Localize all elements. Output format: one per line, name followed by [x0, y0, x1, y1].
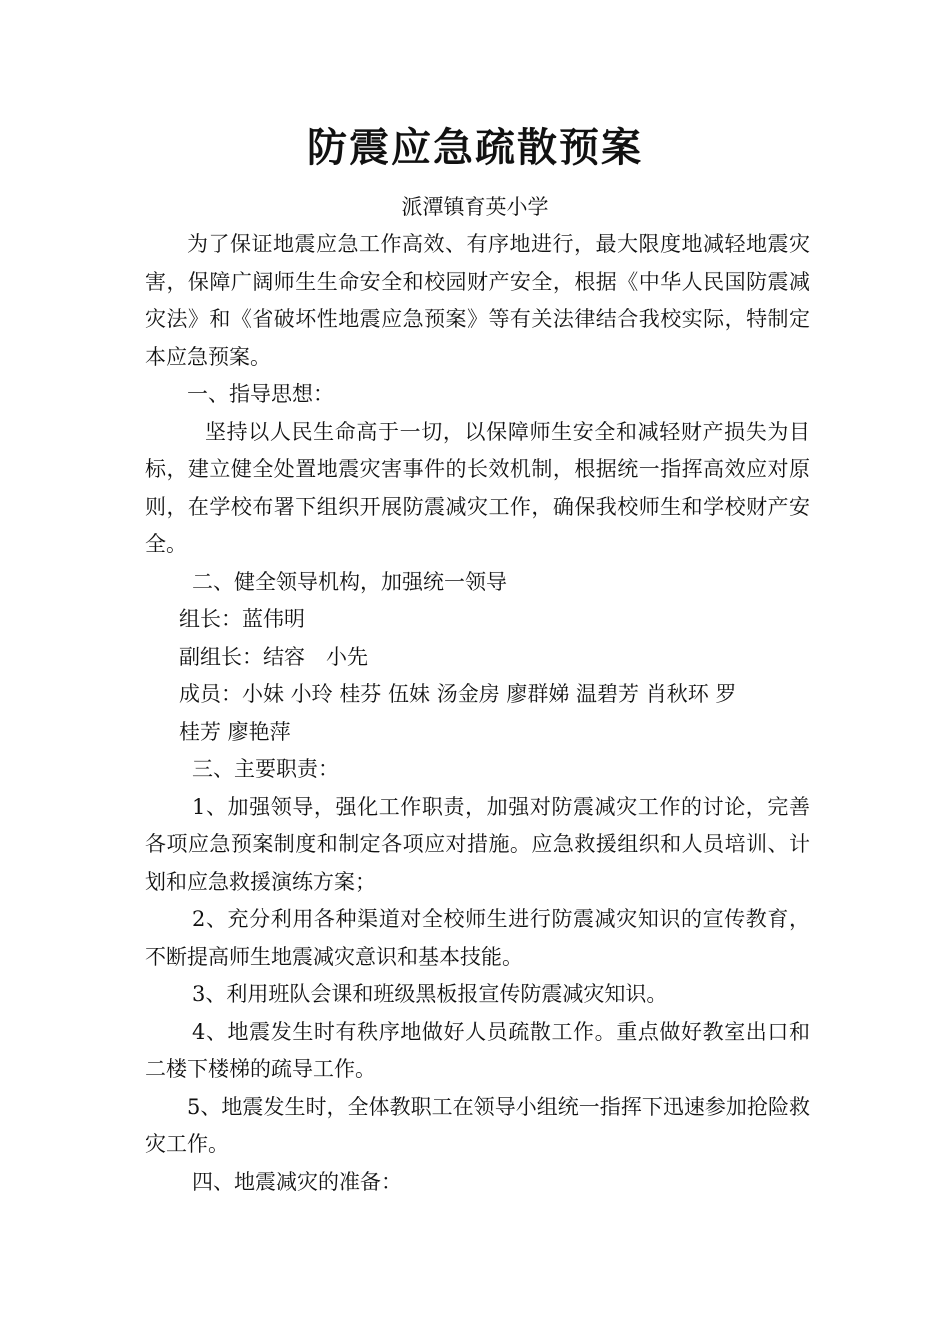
duty-item-1: 1、加强领导，强化工作职责，加强对防震减灾工作的讨论，完善各项应急预案制度和制定各项应对措施。应急救援组织和人员培训、计划和应急救援演练方案；: [145, 794, 810, 894]
team-members-line-1: 成员：小妹 小玲 桂芬 伍妹 汤金房 廖群娣 温碧芳 肖秋环 罗: [179, 682, 737, 706]
duty-item-3: 3、利用班队会课和班级黑板报宣传防震减灾知识。: [192, 982, 668, 1006]
guiding-ideology-paragraph: 坚持以人民生命高于一切，以保障师生安全和减轻财产损失为目标，建立健全处置地震灾害事件的长效机制，根据统一指挥高效应对原则，在学校布署下组织开展防震减灾工作，确保我校师生和学校财产安全。: [145, 419, 810, 556]
duty-item-4: 4、地震发生时有秩序地做好人员疏散工作。重点做好教室出口和二楼下楼梯的疏导工作。: [145, 1019, 810, 1081]
section-heading-preparation: 四、地震减灾的准备：: [192, 1169, 402, 1194]
section-heading-leadership: 二、健全领导机构，加强统一领导: [192, 569, 507, 594]
team-leader: 组长：蓝伟明: [179, 607, 305, 631]
document-title: 防震应急疏散预案: [307, 125, 643, 171]
section-heading-duties: 三、主要职责：: [192, 757, 339, 781]
document-subtitle: 派潭镇育英小学: [401, 195, 549, 219]
team-deputy: 副组长：结容 小先: [179, 644, 368, 669]
intro-paragraph: 为了保证地震应急工作高效、有序地进行，最大限度地减轻地震灾害，保障广阔师生生命安全和校园财产安全，根据《中华人民国防震减灾法》和《省破坏性地震应急预案》等有关法律结合我校实际，特制定本应急预案。: [145, 232, 810, 369]
section-heading-guiding-ideology: 一、指导思想：: [187, 382, 334, 406]
team-members-line-2: 桂芳 廖艳萍: [179, 719, 291, 744]
document-body: [145, 226, 810, 1201]
duty-item-2: 2、充分利用各种渠道对全校师生进行防震减灾知识的宣传教育，不断提高师生地震减灾意识和基本技能。: [145, 907, 810, 969]
duty-item-5: 5、地震发生时，全体教职工在领导小组统一指挥下迅速参加抢险救灾工作。: [145, 1094, 810, 1156]
